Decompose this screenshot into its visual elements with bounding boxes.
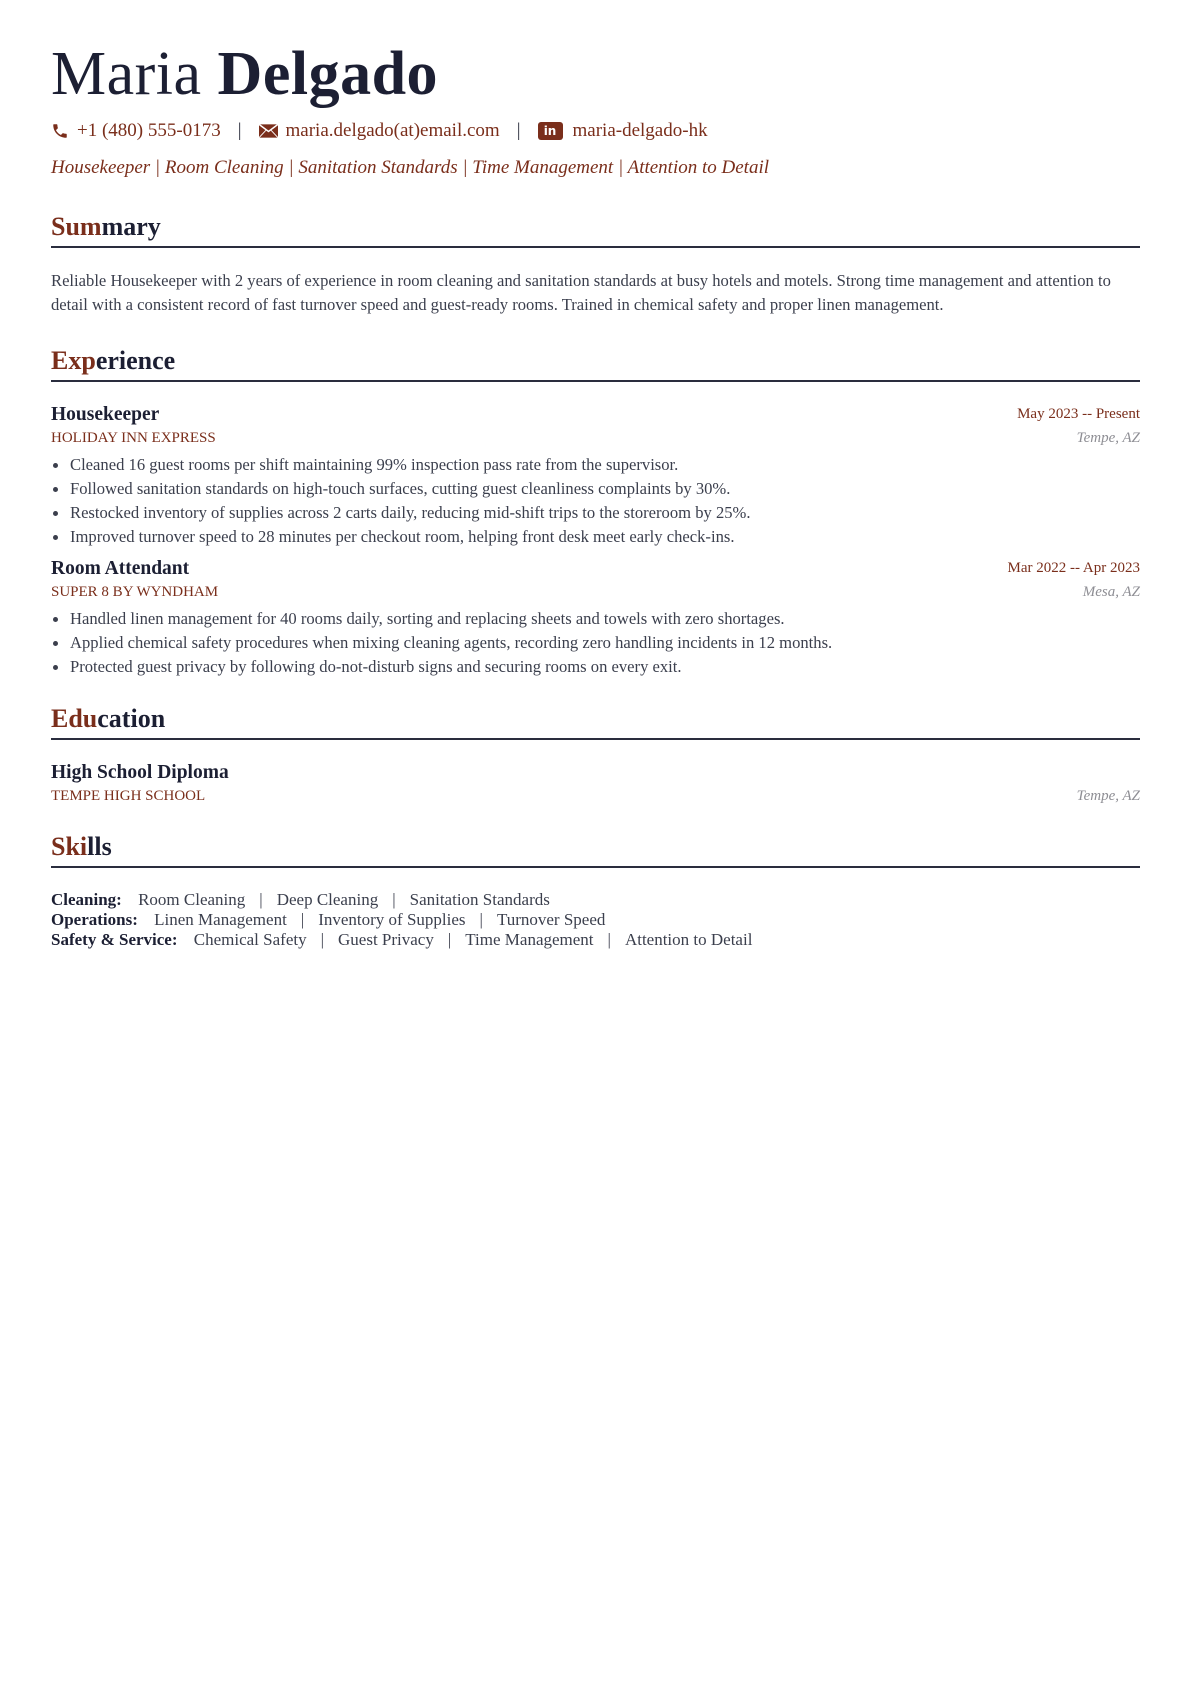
school-location: Tempe, AZ — [1076, 788, 1140, 804]
skill-separator: | — [447, 930, 452, 949]
job-title: Housekeeper — [51, 404, 160, 425]
job-location: Tempe, AZ — [1076, 430, 1140, 446]
bullet-item: Cleaned 16 guest rooms per shift maintaining 99% inspection pass rate from the supervisor. — [70, 453, 1140, 477]
skill-item: Guest Privacy — [338, 930, 434, 949]
skill-item: Turnover Speed — [496, 910, 606, 929]
skill-item: Deep Cleaning — [276, 890, 379, 909]
skill-separator: | — [479, 910, 483, 929]
degree-title: High School Diploma — [51, 762, 229, 783]
section-title-summary: Summary — [51, 212, 161, 241]
last-name: Delgado — [217, 40, 439, 108]
skill-item: Linen Management — [154, 910, 287, 929]
job-date: Mar 2022 -- Apr 2023 — [1007, 560, 1140, 576]
skill-item: Sanitation Standards — [409, 890, 550, 909]
section-divider — [51, 866, 1140, 868]
contact-line — [51, 118, 1140, 144]
job-bullets — [51, 607, 1140, 679]
section-title-experience: Experience — [51, 346, 176, 375]
contact-separator: | — [516, 120, 521, 141]
skills-row-safety-service — [51, 930, 1140, 950]
envelope-icon — [259, 124, 278, 138]
education-entry — [51, 761, 1140, 807]
contact-phone[interactable] — [51, 120, 221, 142]
job-bullets — [51, 453, 1140, 549]
summary-text: Reliable Housekeeper with 2 years of experience in room cleaning and sanitation standards at busy hotels and motels. Strong time management and attention to detail with a consistent record of fast turnover speed and guest-ready rooms. Trained in chemical safety and proper linen management. — [51, 271, 1111, 314]
section-title-skills: Skills — [51, 832, 112, 861]
skill-item: Attention to Detail — [624, 930, 753, 949]
bullet-item: Applied chemical safety procedures when mixing cleaning agents, recording zero handling incidents in 12 months. — [70, 631, 1140, 655]
skill-category: Safety & Service: — [51, 930, 178, 949]
skill-separator: | — [259, 890, 263, 909]
skill-separator: | — [320, 930, 324, 949]
contact-separator: | — [237, 120, 242, 141]
first-name: Maria — [51, 40, 202, 108]
skill-item: Time Management — [465, 930, 594, 949]
job-title: Room Attendant — [51, 558, 190, 579]
skill-category: Operations: — [51, 910, 138, 929]
skill-separator: | — [392, 890, 396, 909]
skills-section — [51, 831, 1140, 950]
job-entry — [51, 557, 1140, 679]
job-company: HOLIDAY INN EXPRESS — [51, 430, 216, 446]
skills-row-operations — [51, 910, 1140, 930]
candidate-name — [51, 36, 1140, 112]
skill-category: Cleaning: — [51, 890, 122, 909]
education-section — [51, 703, 1140, 807]
summary-section — [51, 211, 1140, 317]
linkedin-text: maria-delgado-hk — [572, 120, 708, 141]
section-title-education: Education — [51, 704, 166, 733]
phone-icon — [51, 122, 69, 140]
skill-separator: | — [300, 910, 305, 929]
section-divider — [51, 246, 1140, 248]
bullet-item: Restocked inventory of supplies across 2 carts daily, reducing mid-shift trips to the storeroom by 25%. — [70, 501, 1140, 525]
phone-text: +1 (480) 555-0173 — [77, 120, 221, 141]
job-date: May 2023 -- Present — [1017, 406, 1140, 422]
contact-linkedin[interactable] — [538, 120, 708, 142]
skills-row-cleaning — [51, 890, 1140, 910]
bullet-item: Protected guest privacy by following do-not-disturb signs and securing rooms on every exit. — [70, 655, 1140, 679]
bullet-item: Improved turnover speed to 28 minutes per checkout room, helping front desk meet early check-ins. — [70, 525, 1140, 549]
contact-email[interactable] — [259, 120, 500, 142]
headline-tagline: Housekeeper | Room Cleaning | Sanitation Standards | Time Management | Attention to Detail — [51, 157, 770, 178]
bullet-item: Followed sanitation standards on high-touch surfaces, cutting guest cleanliness complaints by 30%. — [70, 477, 1140, 501]
job-entry — [51, 403, 1140, 549]
email-text: maria.delgado(at)email.com — [285, 120, 500, 141]
skill-item: Room Cleaning — [138, 890, 246, 909]
job-company: SUPER 8 BY WYNDHAM — [51, 584, 219, 600]
skill-item: Chemical Safety — [193, 930, 307, 949]
section-divider — [51, 738, 1140, 740]
linkedin-icon: in — [538, 122, 563, 140]
school-name: TEMPE HIGH SCHOOL — [51, 788, 206, 804]
section-divider — [51, 380, 1140, 382]
job-location: Mesa, AZ — [1082, 584, 1140, 600]
experience-section — [51, 345, 1140, 679]
skill-separator: | — [607, 930, 611, 949]
bullet-item: Handled linen management for 40 rooms daily, sorting and replacing sheets and towels with zero shortages. — [70, 607, 1140, 631]
skill-item: Inventory of Supplies — [318, 910, 466, 929]
